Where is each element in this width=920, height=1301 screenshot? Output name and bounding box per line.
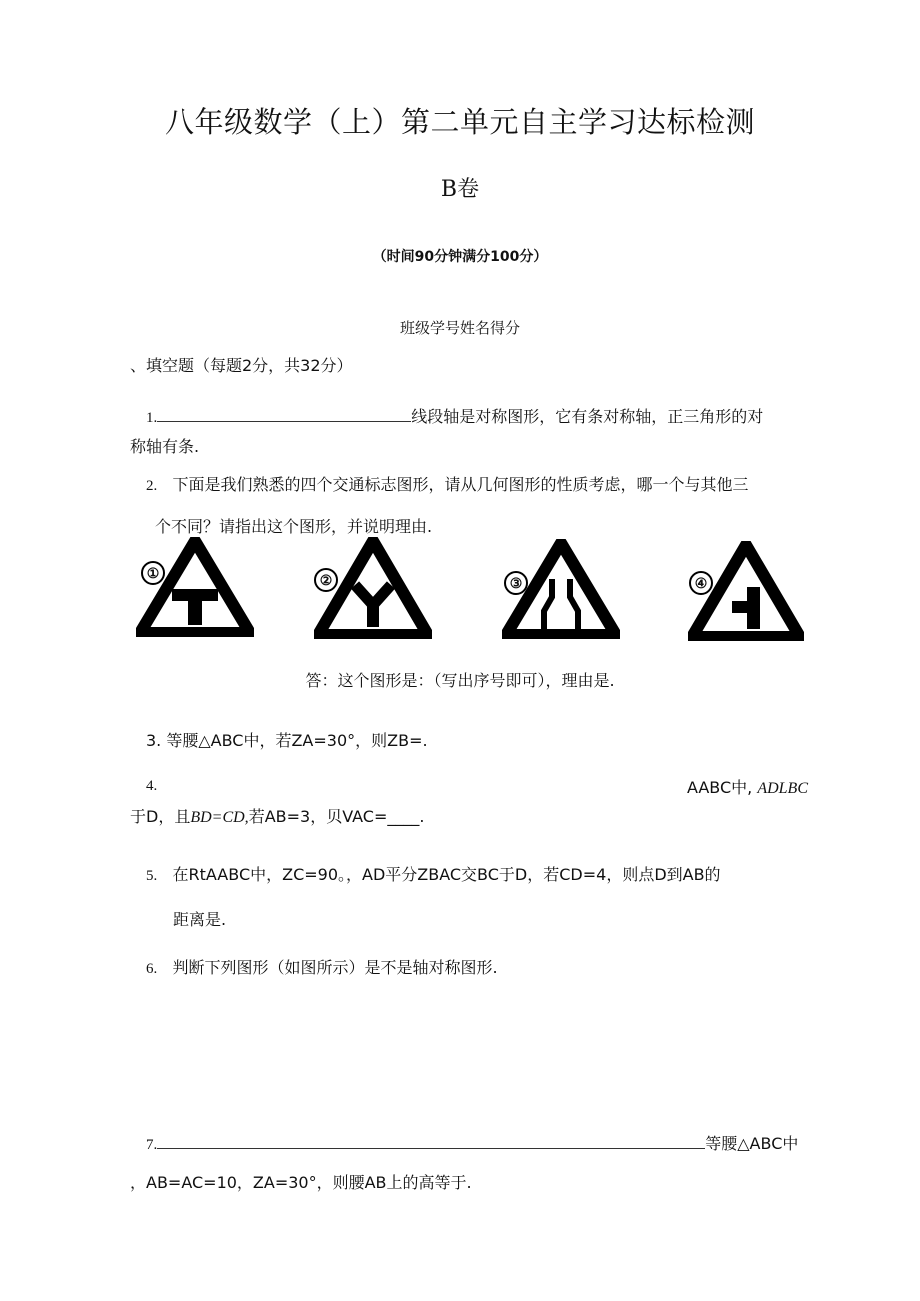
question-text: 在RtAABC中，ZC=90。，AD平分ZBAC交BC于D，若CD=4，则点D到AB的 xyxy=(172,865,721,884)
question-2 xyxy=(146,472,749,495)
sign-number-1: ① xyxy=(141,561,165,585)
question-2-cont: 个不同？请指出这个图形，并说明理由. xyxy=(155,517,433,536)
traffic-sign-1 xyxy=(136,537,254,641)
paper-version: B卷 xyxy=(440,177,480,202)
question-2-answer-line: 答：这个图形是：（写出序号即可），理由是. xyxy=(305,671,615,690)
sign-number-4: ④ xyxy=(689,571,713,595)
question-number: 7. xyxy=(146,1137,158,1153)
sign-number-2: ② xyxy=(314,568,338,592)
question-text: 等腰△ABC中 xyxy=(705,1134,799,1153)
question-text: AABC中, xyxy=(686,778,758,797)
question-text: 若AB=3，贝VAC=____. xyxy=(248,807,425,826)
question-number: 5. xyxy=(146,868,158,884)
answer-blank xyxy=(157,1147,705,1149)
sign-number-3: ③ xyxy=(504,571,528,595)
question-4-cont xyxy=(130,804,424,827)
question-7 xyxy=(146,1131,798,1154)
question-number: 4. xyxy=(146,778,158,794)
question-math: ADLBC xyxy=(757,780,808,797)
answer-blank xyxy=(157,420,411,422)
page-title: 八年级数学（上）第二单元自主学习达标检测 xyxy=(164,105,755,139)
question-4-right xyxy=(687,775,808,798)
question-1-cont: 称轴有条. xyxy=(130,437,200,456)
student-info-line: 班级学号姓名得分 xyxy=(399,319,520,337)
question-6 xyxy=(146,955,498,978)
time-note: （时间90分钟满分100分） xyxy=(372,249,548,265)
question-text: 下面是我们熟悉的四个交通标志图形，请从几何图形的性质考虑，哪一个与其他三 xyxy=(172,475,749,494)
question-text: 于D，且 xyxy=(130,807,191,826)
question-number: 2. xyxy=(146,478,158,494)
question-3: 3. 等腰△ABC中，若ZA=30°，则ZB=. xyxy=(146,731,428,750)
question-text: 判断下列图形（如图所示）是不是轴对称图形. xyxy=(172,958,498,977)
question-1 xyxy=(146,404,763,427)
question-number: 6. xyxy=(146,961,158,977)
question-math: BD=CD, xyxy=(190,809,249,826)
t-junction-sign-icon xyxy=(136,537,254,637)
question-5-cont: 距离是. xyxy=(173,910,227,929)
section-heading: 、填空题（每题2分，共32分） xyxy=(130,356,353,375)
question-4-number xyxy=(146,775,157,795)
question-text: 线段轴是对称图形，它有条对称轴，正三角形的对 xyxy=(411,407,764,426)
question-7-cont: ，AB=AC=10，ZA=30°，则腰AB上的高等于. xyxy=(130,1173,472,1192)
question-number: 1. xyxy=(146,410,158,426)
question-5 xyxy=(146,862,721,885)
